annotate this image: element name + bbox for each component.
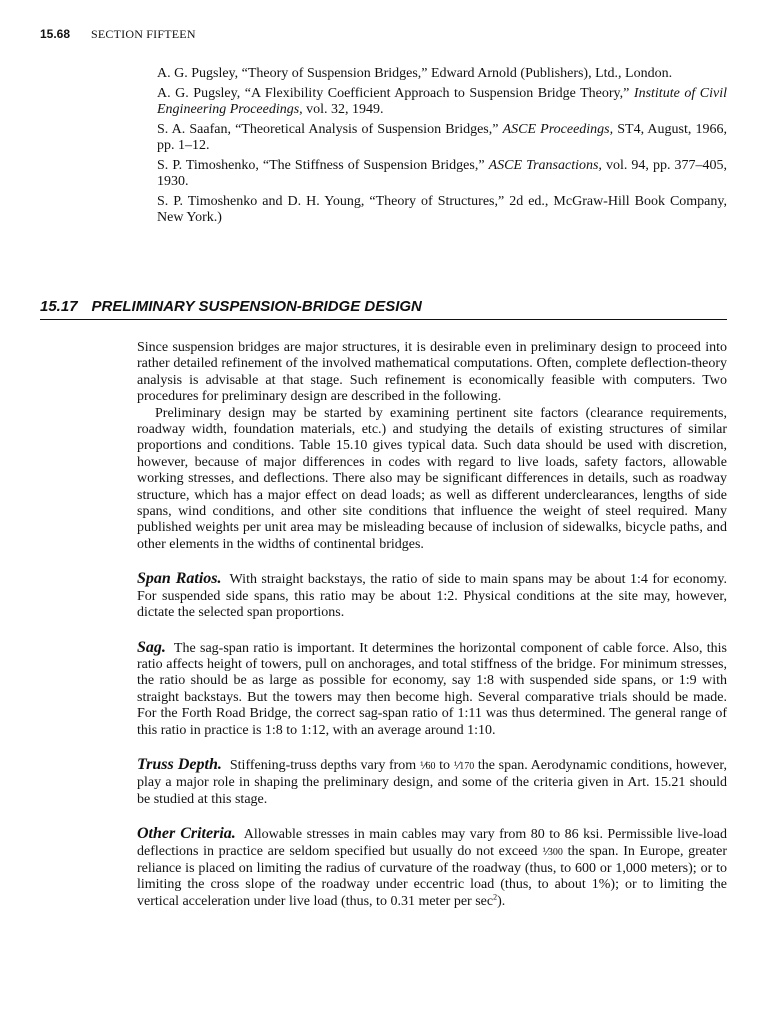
fraction: ⅟300	[542, 846, 563, 858]
other-criteria-paragraph: Other Criteria. Allowable stresses in main cables may vary from 80 to 86 ksi. Permissible live-load deflections in practice are seldom specified but usually do not exceed ⅟300 the span. In Europe, greater reliance is placed on limiting the radius of curvature of the roadway (thus, to 600 or 1,000 meters); or to limiting the cross slope of the roadway under eccentric load (thus, to about 1%); or to limiting the vertical acceleration under live load (thus, to 0.31 meter per $\sec^2$).	[137, 825, 727, 909]
section-body	[137, 340, 727, 910]
reference-list	[157, 66, 727, 230]
intro-paragraph: Preliminary design may be started by examining pertinent site factors (clearance requirements, roadway width, foundation materials, etc.) and studying the details of existing structures of similar proportions and conditions. Table 15.10 gives typical data. Such data should be used with discretion, however, because of major differences in codes with regard to live loads, safety factors, allowable working stresses, and deflections. There also may be significant differences in details, such as roadway structure, which has a major effect on dead loads; as well as different underclearances, lengths of side spans, wind conditions, and other site conditions that influence the weight of steel required. Many published weights per unit area may be misleading because of inclusion of sidewalks, bicycle paths, and other elements in the widths of continental bridges.	[137, 405, 727, 552]
page-header	[40, 27, 196, 42]
reference-item: S. P. Timoshenko, “The Stiffness of Suspension Bridges,” ASCE Transactions, vol. 94, pp. 377–405, 1930.	[157, 158, 727, 189]
run-in-heading: Other Criteria.	[137, 825, 236, 843]
page-number: 15.68	[40, 27, 71, 41]
truss-depth-paragraph: Truss Depth. Stiffening-truss depths vary from ⅟60 to ⅟170 the span. Aerodynamic conditions, however, play a major role in shaping the preliminary design, and some of the criteria given in Art. 15.21 should be studied at this stage.	[137, 755, 727, 807]
run-in-heading: Truss Depth.	[137, 755, 222, 773]
reference-item: A. G. Pugsley, “Theory of Suspension Bridges,” Edward Arnold (Publishers), Ltd., London.	[157, 66, 673, 81]
reference-item: A. G. Pugsley, “A Flexibility Coefficient Approach to Suspension Bridge Theory,” Institute of Civil Engineering Proceedings, vol. 32, 1949.	[157, 86, 727, 117]
running-section-title: SECTION FIFTEEN	[91, 27, 196, 41]
fraction: ⅟60	[419, 760, 436, 772]
run-in-heading: Span Ratios.	[137, 570, 222, 588]
run-in-heading: Sag.	[137, 638, 166, 656]
superscript: 2	[493, 892, 498, 902]
section-heading	[40, 298, 727, 320]
section-title: PRELIMINARY SUSPENSION-BRIDGE DESIGN	[91, 298, 422, 315]
intro-paragraph: Since suspension bridges are major structures, it is desirable even in preliminary design to proceed into rather detailed refinement of the involved mathematical computations. Often, complete deflection-theory analysis is advisable at that stage. Such refinement is economically feasible with computers. Two procedures for preliminary design are described in the following.	[137, 340, 727, 405]
sag-paragraph: Sag. The sag-span ratio is important. It determines the horizontal component of cable force. Also, this ratio affects height of towers, pull on anchorages, and total stiffness of the bridge. For minimum stresses, the ratio should be as large as possible for economy, say 1:8 with suspended side spans, or 1:9 with straight backstays. But the towers may then become high. Several comparative trials should be made. For the Forth Road Bridge, the correct sag-span ratio of 1:11 was thus determined. The general range of this ratio in practice is 1:8 to 1:12, with an average around 1:10.	[137, 638, 727, 738]
reference-item: S. A. Saafan, “Theoretical Analysis of Suspension Bridges,” ASCE Proceedings, ST4, August, 1966, pp. 1–12.	[157, 122, 728, 153]
fraction: ⅟170	[453, 760, 475, 772]
reference-item: S. P. Timoshenko and D. H. Young, “Theory of Structures,” 2d ed., McGraw-Hill Book Company, New York.)	[157, 194, 727, 225]
section-number: 15.17	[40, 298, 78, 315]
span-ratios-paragraph: Span Ratios. With straight backstays, the ratio of side to main spans may be about 1:4 for economy. For suspended side spans, this ratio may be about 1:2. Physical conditions at the site may, however, dictate the selected span proportions.	[137, 570, 727, 621]
